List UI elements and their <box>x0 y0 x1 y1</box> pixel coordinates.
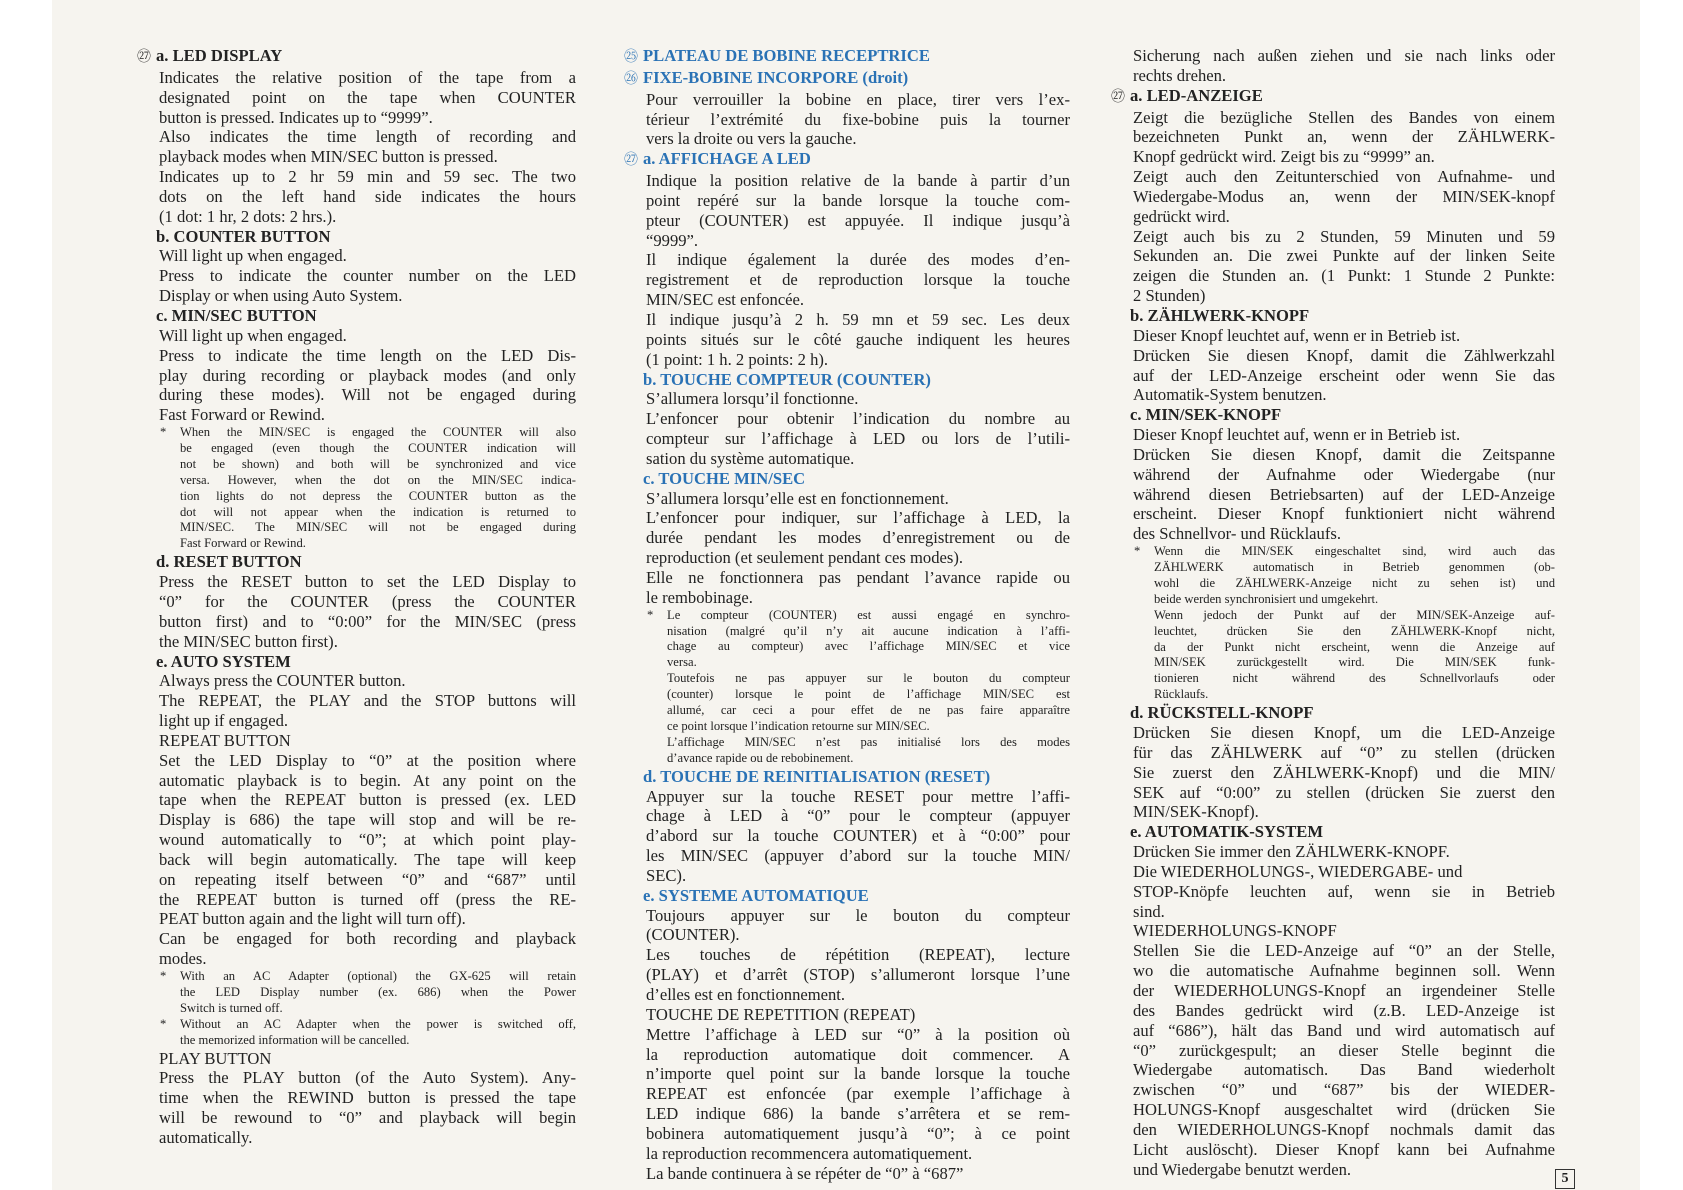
footnote-line: ce point lorsque l’indication retourne sur MIN/SEC. <box>667 718 930 733</box>
heading-text: d. RÜCKSTELL-KNOPF <box>1130 703 1314 723</box>
text-line: Les touches de répétition (REPEAT), lecture <box>646 945 1070 965</box>
text-line: playback modes when MIN/SEC button is pressed. <box>159 147 498 167</box>
text-line: Display is 686) the tape will stop and will be re- <box>159 810 576 830</box>
heading-text: d. TOUCHE DE REINITIALISATION (RESET) <box>643 766 991 786</box>
footnote-line: the memorized information will be cancelled. <box>180 1032 410 1047</box>
section-heading <box>156 306 576 326</box>
text-line: Press the PLAY button (of the Auto System). Any- <box>159 1068 576 1088</box>
text-line: durée pendant les modes d’enregistrement ou de <box>646 528 1070 548</box>
heading-text: b. ZÄHLWERK-KNOPF <box>1130 305 1310 325</box>
text-line: des Schnellvor- und Rücklaufs. <box>1133 524 1341 544</box>
text-line: Can be engaged for both recording and playback <box>159 929 576 949</box>
text-line: sind. <box>1133 901 1165 921</box>
text-line: HOLUNGS-Knopf ausgeschaltet wird (drücken Sie <box>1133 1100 1555 1120</box>
text-line: The REPEAT, the PLAY and the STOP buttons will <box>159 691 576 711</box>
column-german <box>1111 46 1555 1179</box>
footnote-line: With an AC Adapter (optional) the GX-625 will retain <box>180 969 576 983</box>
footnote-line: nisation (malgré qu’il n’y ait aucune indication à l’affi- <box>667 623 1070 638</box>
text-line: Dieser Knopf leuchtet auf, wenn er in Betrieb ist. <box>1133 325 1461 345</box>
text-line: bezeichneten Punkt an, wenn der ZÄHLWERK- <box>1133 127 1555 147</box>
section-number: ㉗ <box>1111 89 1125 105</box>
text-line: (PLAY) et d’arrêt (STOP) s’allumeront lorsque l’une <box>646 965 1070 985</box>
text-line: Indicates the relative position of the tape from a <box>159 67 576 87</box>
text-line: chage à LED à “0” pour le compteur (appuyer <box>646 806 1070 826</box>
text-line: PEAT button again and the light will turn off). <box>159 909 466 929</box>
text-line: zeigen die Stunden an. (1 Punkt: 1 Stunde 2 Punkte: <box>1133 266 1555 286</box>
section-heading <box>1111 85 1555 108</box>
text-line: Display or when using Auto System. <box>159 286 403 306</box>
text-line: modes. <box>159 949 207 969</box>
text-line: zwischen “0” und “687” bis der WIEDER- <box>1133 1080 1555 1100</box>
footnote-line: the LED Display number (ex. 686) when the Power <box>180 984 576 999</box>
text-line: Zeigt auch den Zeitunterschied von Aufnahme- und <box>1133 167 1555 187</box>
text-line: Zeigt die bezügliche Stellen des Bandes von einem <box>1133 107 1555 127</box>
text-line: la reproduction automatique doit commencer. A <box>646 1044 1070 1064</box>
text-line: pteur (COUNTER) est appuyée. Il indique jusqu’à <box>646 210 1070 230</box>
text-line: L’enfoncer pour obtenir l’indication du nombre au <box>646 409 1070 429</box>
text-line: térieur l’extrémité du fixe-bobine puis la tourner <box>646 109 1070 129</box>
section-heading <box>1130 703 1555 723</box>
section-heading <box>624 149 1070 171</box>
text-line: des Bandes gedrückt wird (z.B. LED-Anzeige ist <box>1133 1000 1555 1020</box>
section-heading <box>156 227 576 247</box>
footnote-line: not be shown) and both will be synchronized and vice <box>180 456 576 471</box>
text-line: n’importe quel point sur la bande lorsque la touche <box>646 1064 1070 1084</box>
text-line: gedrückt wird. <box>1133 206 1230 226</box>
text-line: Sicherung nach außen ziehen und sie nach links oder <box>1133 46 1555 65</box>
text-line: “9999”. <box>646 230 699 250</box>
heading-text: b. TOUCHE COMPTEUR (COUNTER) <box>643 369 931 389</box>
section-heading <box>643 469 1070 489</box>
text-line: designated point on the tape when COUNTER <box>159 87 576 107</box>
footnote-line: tion lights do not depress the COUNTER button as the <box>180 488 576 503</box>
heading-text: c. TOUCHE MIN/SEC <box>643 468 806 488</box>
footnote <box>156 969 576 1017</box>
heading-text: e. SYSTEME AUTOMATIQUE <box>643 885 869 905</box>
text-line: 2 Stunden) <box>1133 286 1206 306</box>
text-line: (1 dot: 1 hr, 2 dots: 2 hrs.). <box>159 206 337 226</box>
footnote-line: Switch is turned off. <box>180 1000 283 1015</box>
text-line: auf “686”), hält das Band und wird automatisch auf <box>1133 1020 1555 1040</box>
text-line: Sie zuerst den ZÄHLWERK-Knopf) und die MIN/ <box>1133 762 1555 782</box>
text-line: (1 point: 1 h. 2 points: 2 h). <box>646 349 829 369</box>
heading-text: b. COUNTER BUTTON <box>156 226 331 246</box>
text-line: während diesen Betriebsarten) auf der LED-Anzeige <box>1133 484 1555 504</box>
text-line: during these modes). Will not be engaged during <box>159 385 576 405</box>
footnote-line: da der Punkt nicht erscheint, wenn die Anzeige auf <box>1154 639 1555 654</box>
footnote <box>156 425 576 552</box>
text-line: Will light up when engaged. <box>159 325 347 345</box>
text-line: den WIEDERHOLUNGS-Knopf nochmals damit das <box>1133 1119 1555 1139</box>
text-line: registrement et de reproduction lorsque la touche <box>646 270 1070 290</box>
footnote <box>643 608 1070 767</box>
text-line: REPEAT BUTTON <box>159 730 291 750</box>
text-line: L’enfoncer pour indiquer, sur l’affichage à LED, la <box>646 508 1070 528</box>
column-english <box>137 46 576 1148</box>
text-line: Always press the COUNTER button. <box>159 671 406 691</box>
text-line: on repeating itself between “0” and “687” until <box>159 869 576 889</box>
text-line: (COUNTER). <box>646 925 740 945</box>
section-heading <box>624 46 1070 68</box>
text-line: time when the REWIND button is pressed the tape <box>159 1088 576 1108</box>
text-line: und Wiedergabe benutzt werden. <box>1133 1159 1352 1179</box>
footnote-line: be engaged (even though the COUNTER indication will <box>180 440 576 455</box>
text-line: REPEAT est enfoncée (par exemple l’affichage à <box>646 1084 1070 1104</box>
text-line: wo die automatische Aufnahme beginnen soll. Wenn <box>1133 961 1555 981</box>
asterisk-icon: * <box>647 607 654 622</box>
text-line: Press to indicate the counter number on the LED <box>159 266 576 286</box>
section-heading <box>156 552 576 572</box>
text-line: LED indique 686) la bande s’arrêtera et se rem- <box>646 1104 1070 1124</box>
text-line: button is pressed. Indicates up to “9999”. <box>159 107 433 127</box>
footnote <box>156 1017 576 1049</box>
text-line: Drücken Sie diesen Knopf, um die LED-Anzeige <box>1133 723 1555 742</box>
text-line: Sekunden an. Die zwei Punkte auf der linken Seite <box>1133 246 1555 266</box>
text-line: Toujours appuyer sur le bouton du compteur <box>646 905 1070 925</box>
text-line: Appuyer sur la touche RESET pour mettre l’affi- <box>646 786 1070 806</box>
text-line: compteur sur l’affichage à LED ou lors de l’utili- <box>646 429 1070 449</box>
text-line: the REPEAT button is turned off (press the RE- <box>159 889 576 909</box>
footnote-line: Without an AC Adapter when the power is switched off, <box>180 1016 576 1031</box>
asterisk-icon: * <box>160 1016 167 1031</box>
heading-text: d. RESET BUTTON <box>156 552 302 572</box>
footnote-line: d’avance rapide ou de rebobinement. <box>667 750 854 765</box>
section-number: ㉗ <box>624 153 638 169</box>
heading-text: a. LED-ANZEIGE <box>1130 85 1263 105</box>
asterisk-icon: * <box>160 969 167 983</box>
text-line: Also indicates the time length of recording and <box>159 127 576 147</box>
section-heading <box>137 46 576 68</box>
heading-text: c. MIN/SEC BUTTON <box>156 305 317 325</box>
footnote-line: (counter) lorsque le point de l’affichage MIN/SEC est <box>667 687 1070 702</box>
text-line: Dieser Knopf leuchtet auf, wenn er in Betrieb ist. <box>1133 425 1461 445</box>
heading-text: e. AUTO SYSTEM <box>156 651 291 671</box>
text-line: Il indique jusqu’à 2 h. 59 mn et 59 sec. Les deux <box>646 309 1070 329</box>
section-heading <box>643 886 1070 906</box>
text-line: Il indique également la durée des modes d’en- <box>646 250 1070 270</box>
text-line: Stellen Sie die LED-Anzeige auf “0” an der Stelle, <box>1133 941 1555 961</box>
footnote-line: ZÄHLWERK automatisch in Betrieb genommen (ob- <box>1154 560 1555 574</box>
text-line: wound automatically to “0”; at which point play- <box>159 830 576 850</box>
footnote-line: Le compteur (COUNTER) est aussi engagé en synchro- <box>667 607 1070 622</box>
text-line: automatic playback is to begin. At any point on the <box>159 770 576 790</box>
text-line: le rembobinage. <box>646 587 753 607</box>
text-line: der WIEDERHOLUNGS-Knopf an irgendeiner Stelle <box>1133 980 1555 1000</box>
text-line: d’elles est en fonctionnement. <box>646 984 846 1004</box>
text-line: automatically. <box>159 1127 253 1147</box>
text-line: Fast Forward or Rewind. <box>159 405 325 425</box>
text-line: Licht auslöscht). Dieser Knopf kann bei Aufnahme <box>1133 1139 1555 1159</box>
text-line: Press the RESET button to set the LED Display to <box>159 572 576 592</box>
text-line: sation du système automatique. <box>646 448 855 468</box>
heading-text: FIXE-BOBINE INCORPORE (droit) <box>643 67 909 87</box>
text-line: Wiedergabe-Modus an, wenn der MIN/SEK-knopf <box>1133 186 1555 206</box>
text-line: PLAY BUTTON <box>159 1048 272 1068</box>
text-line: vers la droite ou vers la gauche. <box>646 129 857 149</box>
footnote-line: When the MIN/SEC is engaged the COUNTER will also <box>180 425 576 440</box>
footnote <box>1130 544 1555 703</box>
section-heading <box>643 767 1070 787</box>
text-line: button first) and to “0:00” for the MIN/SEC (press <box>159 611 576 631</box>
heading-text: e. AUTOMATIK-SYSTEM <box>1130 822 1323 842</box>
text-line: rechts drehen. <box>1133 65 1227 85</box>
footnote-line: MIN/SEC. The MIN/SEC will not be engaged during <box>180 520 576 535</box>
column-french <box>624 46 1070 1183</box>
text-line: TOUCHE DE REPETITION (REPEAT) <box>646 1004 916 1024</box>
text-line: Die WIEDERHOLUNGS-, WIEDERGABE- und <box>1133 861 1463 881</box>
text-line: Elle ne fonctionnera pas pendant l’avance rapide ou <box>646 567 1070 587</box>
section-heading <box>156 652 576 672</box>
section-heading <box>643 370 1070 390</box>
text-line: Drücken Sie diesen Knopf, damit die Zählwerkzahl <box>1133 345 1555 365</box>
section-number: ㉖ <box>624 71 638 87</box>
footnote-line: allumé, car ceci a pour effet de ne pas faire apparaître <box>667 703 1070 718</box>
text-line: “0” for the COUNTER (press the COUNTER <box>159 591 576 611</box>
footnote-line: versa. <box>667 655 697 670</box>
heading-text: a. LED DISPLAY <box>156 46 283 65</box>
text-line: Indicates up to 2 hr 59 min and 59 sec. The two <box>159 167 576 187</box>
text-line: Press to indicate the time length on the LED Dis- <box>159 345 576 365</box>
text-line: Zeigt auch bis zu 2 Stunden, 59 Minuten und 59 <box>1133 226 1555 246</box>
text-line: La bande continuera à se répéter de “0” à “687” <box>646 1163 964 1183</box>
text-line: Pour verrouiller la bobine en place, tirer vers l’ex- <box>646 89 1070 109</box>
text-line: d’abord sur la touche COUNTER) et à “0:00” pour <box>646 826 1070 846</box>
text-line: “0” zurückgespult; an dieser Stelle beginnt die <box>1133 1040 1555 1060</box>
text-line: MIN/SEC est enfoncée. <box>646 290 805 310</box>
text-line: auf der LED-Anzeige erscheint oder wenn Sie das <box>1133 365 1555 385</box>
text-line: Automatik-System benutzen. <box>1133 385 1327 405</box>
heading-text: a. AFFICHAGE A LED <box>643 149 811 169</box>
footnote-line: chage au compteur) avec l’affichage MIN/SEC et vice <box>667 639 1070 654</box>
text-line: erscheint. Dieser Knopf funktioniert nicht während <box>1133 504 1555 524</box>
text-line: S’allumera lorsqu’il fonctionne. <box>646 389 859 409</box>
footnote-line: L’affichage MIN/SEC n’est pas initialisé lors des modes <box>667 734 1070 749</box>
text-line: Drücken Sie diesen Knopf, damit die Zeitspanne <box>1133 444 1555 464</box>
section-heading <box>1130 405 1555 425</box>
text-line: für das ZÄHLWERK auf “0” zu stellen (drücken <box>1133 742 1555 762</box>
text-line: back will begin automatically. The tape will keep <box>159 849 576 869</box>
section-heading <box>1130 306 1555 326</box>
text-line: Knopf gedrückt wird. Zeigt bis zu “9999” an. <box>1133 147 1435 167</box>
footnote-line: Toutefois ne pas appuyer sur le bouton du compteur <box>667 671 1070 686</box>
text-line: Will light up when engaged. <box>159 246 347 266</box>
section-number: ㉕ <box>624 50 638 65</box>
footnote-line: Wenn die MIN/SEK eingeschaltet sind, wird auch das <box>1154 544 1555 559</box>
section-heading <box>1130 822 1555 842</box>
footnote-line: Rücklaufs. <box>1154 687 1209 702</box>
footnote-line: leuchtet, drücken Sie den ZÄHLWERK-Knopf nicht, <box>1154 623 1555 638</box>
section-heading <box>624 67 1070 90</box>
footnote-line: Wenn jedoch der Punkt auf der MIN/SEK-Anzeige auf- <box>1154 607 1555 622</box>
text-line: während der Aufnahme oder Wiedergabe (nur <box>1133 464 1555 484</box>
text-line: Indique la position relative de la bande à partir d’un <box>646 171 1070 191</box>
text-line: the MIN/SEC button first). <box>159 631 338 651</box>
text-line: will be rewound to “0” and playback will begin <box>159 1108 576 1128</box>
text-line: Set the LED Display to “0” at the position where <box>159 750 576 770</box>
text-line: WIEDERHOLUNGS-KNOPF <box>1133 921 1337 941</box>
text-line: tape when the REPEAT button is pressed (ex. LED <box>159 790 576 810</box>
footnote-line: tionieren nicht während des Schnellvorlaufs oder <box>1154 671 1555 686</box>
text-line: STOP-Knöpfe leuchten auf, wenn sie in Betrieb <box>1133 881 1555 901</box>
text-line: MIN/SEK-Knopf). <box>1133 802 1259 822</box>
text-line: Drücken Sie immer den ZÄHLWERK-KNOPF. <box>1133 842 1450 862</box>
text-line: point repéré sur la bande lorsque la touche com- <box>646 190 1070 210</box>
footnote-line: wohl die ZÄHLWERK-Anzeige nicht zu sehen ist) und <box>1154 575 1555 590</box>
text-line: points situés sur le côté gauche indiquent les heures <box>646 329 1070 349</box>
footnote-line: MIN/SEK zurückgestellt wird. Die MIN/SEK funk- <box>1154 655 1555 670</box>
text-line: reproduction (et seulement pendant ces modes). <box>646 548 964 568</box>
text-line: light up if engaged. <box>159 711 289 731</box>
section-number: ㉗ <box>137 50 151 65</box>
asterisk-icon: * <box>1134 544 1141 559</box>
text-line: SEK auf “0:00” zu stellen (drücken Sie zuerst den <box>1133 782 1555 802</box>
text-line: Mettre l’affichage à LED sur “0” à la position où <box>646 1024 1070 1044</box>
text-line: la reproduction recommencera automatiquement. <box>646 1143 973 1163</box>
text-line: play during recording or playback modes (and only <box>159 365 576 385</box>
text-line: Wiedergabe automatisch. Das Band wiederholt <box>1133 1060 1555 1080</box>
heading-text: PLATEAU DE BOBINE RECEPTRICE <box>643 46 930 65</box>
heading-text: c. MIN/SEK-KNOPF <box>1130 405 1282 425</box>
footnote-line: beide werden synchronisiert und umgekehrt. <box>1154 591 1379 606</box>
asterisk-icon: * <box>160 425 167 440</box>
page-number: 5 <box>1555 1169 1575 1189</box>
text-line: dots on the left hand side indicates the hours <box>159 186 576 206</box>
footnote-line: Fast Forward or Rewind. <box>180 536 306 551</box>
text-line: bobinera automatiquement jusqu’à “0”; à ce point <box>646 1123 1070 1143</box>
footnote-line: versa. However, when the dot on the MIN/SEC indica- <box>180 472 576 487</box>
text-line: S’allumera lorsqu’elle est en fonctionnement. <box>646 488 949 508</box>
footnote-line: dot will not appear when the indication is returned to <box>180 504 576 519</box>
text-line: SEC). <box>646 865 687 885</box>
text-line: les MIN/SEC (appuyer d’abord sur la touche MIN/ <box>646 846 1070 866</box>
